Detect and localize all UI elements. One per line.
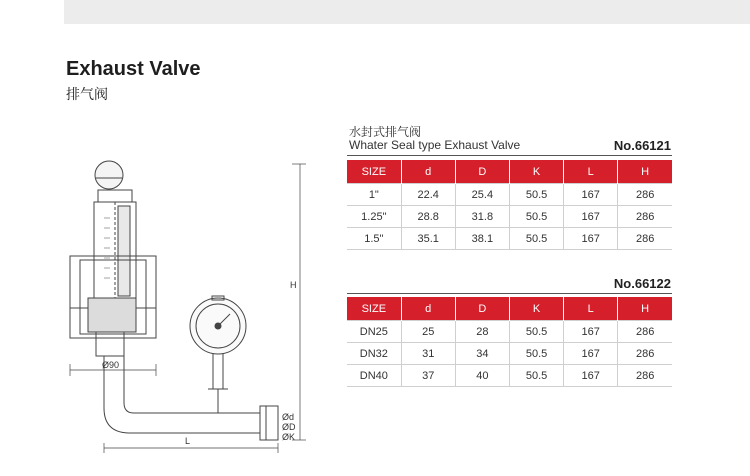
top-band [64, 0, 750, 24]
cell-size: 1" [347, 184, 401, 206]
cell-L: 167 [564, 343, 618, 365]
page-subtitle: 排气阀 [66, 86, 108, 102]
col-d: d [401, 297, 455, 321]
table-header-row [347, 297, 672, 321]
cell-K: 50.5 [509, 184, 563, 206]
table2-number: No.66122 [613, 276, 671, 291]
cell-D: 31.8 [455, 206, 509, 228]
table-row [347, 365, 672, 387]
col-H: H [618, 297, 672, 321]
col-D: D [455, 160, 509, 184]
cell-size: DN32 [347, 343, 401, 365]
table1-title-cn: 水封式排气阀 [349, 125, 422, 139]
page-title: Exhaust Valve [66, 58, 201, 80]
cell-L: 167 [564, 228, 618, 250]
cell-d: 31 [401, 343, 455, 365]
dim-d-label: Ød [282, 412, 295, 422]
col-L: L [564, 160, 618, 184]
table2-rule [347, 293, 672, 294]
col-D: D [455, 297, 509, 321]
cell-size: DN40 [347, 365, 401, 387]
cell-d: 35.1 [401, 228, 455, 250]
cell-size: DN25 [347, 321, 401, 343]
cell-K: 50.5 [509, 206, 563, 228]
table-header-row [347, 160, 672, 184]
dim-height-label: H [290, 280, 297, 290]
cell-L: 167 [564, 206, 618, 228]
cell-L: 167 [564, 321, 618, 343]
cell-K: 50.5 [509, 228, 563, 250]
cell-d: 25 [401, 321, 455, 343]
table-row [347, 184, 672, 206]
cell-H: 286 [618, 228, 672, 250]
cell-size: 1.25" [347, 206, 401, 228]
dim-K-label: ØK [282, 432, 296, 442]
cell-D: 34 [455, 343, 509, 365]
spec-table-66121 [347, 160, 672, 250]
table1-title-en: Whater Seal type Exhaust Valve [349, 138, 521, 152]
col-size: SIZE [347, 297, 401, 321]
cell-H: 286 [618, 206, 672, 228]
cell-K: 50.5 [509, 365, 563, 387]
cell-H: 286 [618, 343, 672, 365]
cell-H: 286 [618, 321, 672, 343]
cell-D: 38.1 [455, 228, 509, 250]
cell-L: 167 [564, 184, 618, 206]
cell-K: 50.5 [509, 343, 563, 365]
cell-d: 28.8 [401, 206, 455, 228]
col-L: L [564, 297, 618, 321]
col-d: d [401, 160, 455, 184]
col-K: K [509, 160, 563, 184]
dim-diameter-label: Ø90 [102, 360, 120, 370]
table-row [347, 343, 672, 365]
spec-table-66122 [347, 297, 672, 387]
cell-D: 40 [455, 365, 509, 387]
col-size: SIZE [347, 160, 401, 184]
cell-D: 25.4 [455, 184, 509, 206]
cell-H: 286 [618, 184, 672, 206]
col-K: K [509, 297, 563, 321]
table-row [347, 321, 672, 343]
table-row [347, 228, 672, 250]
table-row [347, 206, 672, 228]
cell-D: 28 [455, 321, 509, 343]
col-H: H [618, 160, 672, 184]
valve-technical-drawing [60, 148, 310, 458]
dim-length-label: L [185, 436, 191, 446]
cell-size: 1.5" [347, 228, 401, 250]
table1-number: No.66121 [613, 138, 671, 153]
cell-H: 286 [618, 365, 672, 387]
cell-d: 22.4 [401, 184, 455, 206]
cell-K: 50.5 [509, 321, 563, 343]
cell-L: 167 [564, 365, 618, 387]
table1-rule [347, 155, 672, 156]
dim-D-label: ØD [282, 422, 296, 432]
cell-d: 37 [401, 365, 455, 387]
